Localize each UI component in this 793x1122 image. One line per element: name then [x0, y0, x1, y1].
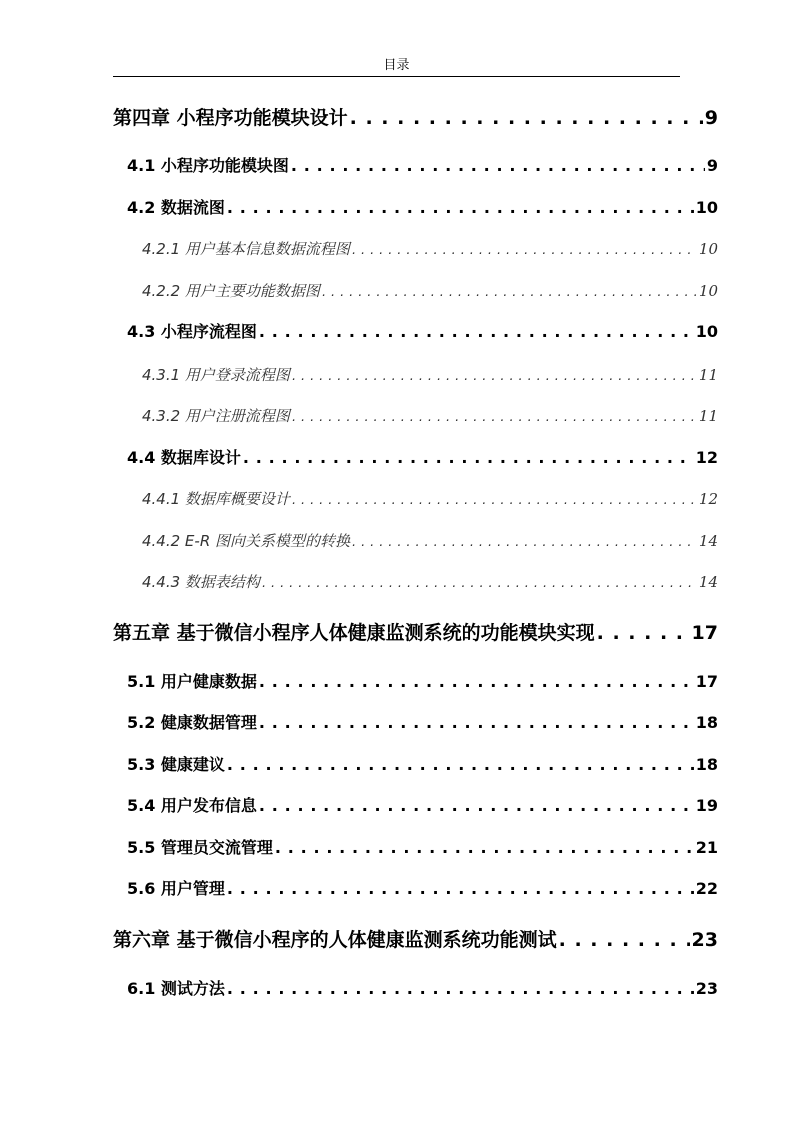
dot-leader: [292, 407, 697, 429]
dot-leader: [322, 282, 697, 304]
dot-leader: [352, 240, 697, 262]
toc-entry-6-1[interactable]: [127, 978, 718, 1000]
toc-entry-page: 10: [698, 282, 718, 300]
toc-entry-4-3-1[interactable]: [142, 364, 718, 388]
dot-leader: [275, 837, 694, 859]
dot-leader: [227, 878, 694, 900]
dot-leader: [259, 321, 694, 343]
toc-entry-page: 23: [695, 979, 718, 998]
toc-entry-page: 22: [695, 879, 718, 898]
toc-entry-page: 11: [698, 366, 718, 384]
toc-entry-page: 23: [691, 929, 718, 951]
toc-entry-4-2[interactable]: [127, 197, 718, 219]
toc-entry-page: 12: [698, 490, 718, 508]
toc-entry-title: 4.4.1 数据库概要设计: [142, 490, 290, 508]
toc-entry-page: 9: [704, 107, 718, 129]
toc-entry-chapter-4[interactable]: [113, 105, 718, 131]
toc-entry-4-3-2[interactable]: [142, 405, 718, 429]
toc-entry-page: 21: [695, 838, 718, 857]
toc-entry-title: 4.3.1 用户登录流程图: [142, 366, 290, 384]
toc-entry-page: 14: [698, 532, 718, 550]
toc-entry-page: 17: [695, 672, 718, 691]
toc-entry-page: 11: [698, 407, 718, 425]
toc-entry-title: 5.3 健康建议: [127, 755, 225, 774]
dot-leader: [292, 366, 697, 388]
dot-leader: [259, 795, 694, 817]
toc-entry-4-2-2[interactable]: [142, 280, 718, 304]
toc-entry-page: 10: [698, 240, 718, 258]
dot-leader: [259, 712, 694, 734]
toc-entry-4-4-2[interactable]: [142, 530, 718, 554]
toc-entry-title: 5.2 健康数据管理: [127, 713, 257, 732]
dot-leader: [259, 671, 694, 693]
toc-entry-4-4[interactable]: [127, 447, 718, 469]
toc-entry-5-5[interactable]: [127, 837, 718, 859]
toc-entry-4-2-1[interactable]: [142, 238, 718, 262]
toc-entry-title: 5.1 用户健康数据: [127, 672, 257, 691]
dot-leader: [292, 490, 697, 512]
dot-leader: [227, 754, 694, 776]
toc-entry-title: 4.3.2 用户注册流程图: [142, 407, 290, 425]
toc-entry-4-4-3[interactable]: [142, 571, 718, 595]
toc-entry-page: 9: [706, 156, 718, 175]
toc-entry-page: 18: [695, 755, 718, 774]
toc-entry-title: 4.2.1 用户基本信息数据流程图: [142, 240, 350, 258]
toc-entry-title: 第六章 基于微信小程序的人体健康监测系统功能测试: [113, 929, 557, 951]
toc-entry-title: 4.4.3 数据表结构: [142, 573, 260, 591]
toc-entry-page: 19: [695, 796, 718, 815]
toc-entry-5-2[interactable]: [127, 712, 718, 734]
toc-entry-page: 14: [698, 573, 718, 591]
toc-entry-5-3[interactable]: [127, 754, 718, 776]
toc-entry-5-4[interactable]: [127, 795, 718, 817]
toc-entry-page: 10: [695, 198, 718, 217]
toc-entry-title: 4.2 数据流图: [127, 198, 225, 217]
toc-entry-page: 17: [691, 622, 718, 644]
dot-leader: [597, 620, 690, 646]
dot-leader: [291, 155, 705, 177]
dot-leader: [227, 197, 694, 219]
toc-entry-title: 第四章 小程序功能模块设计: [113, 107, 348, 129]
toc-entry-5-6[interactable]: [127, 878, 718, 900]
toc-entry-title: 5.4 用户发布信息: [127, 796, 257, 815]
toc-entry-title: 4.1 小程序功能模块图: [127, 156, 289, 175]
toc-entry-chapter-5[interactable]: [113, 620, 718, 646]
toc-entry-page: 12: [695, 448, 718, 467]
toc-entry-4-3[interactable]: [127, 321, 718, 343]
toc-entry-title: 4.3 小程序流程图: [127, 322, 257, 341]
dot-leader: [262, 573, 697, 595]
toc-entry-chapter-6[interactable]: [113, 927, 718, 953]
toc-entry-title: 4.4.2 E-R 图向关系模型的转换: [142, 532, 351, 550]
toc-entry-4-4-1[interactable]: [142, 488, 718, 512]
dot-leader: [352, 532, 697, 554]
toc-entry-title: 4.4 数据库设计: [127, 448, 241, 467]
toc-entry-page: 10: [695, 322, 718, 341]
toc-entry-page: 18: [695, 713, 718, 732]
dot-leader: [559, 927, 690, 953]
dot-leader: [350, 105, 703, 131]
toc-entry-title: 4.2.2 用户主要功能数据图: [142, 282, 320, 300]
toc-entry-title: 5.6 用户管理: [127, 879, 225, 898]
toc-entry-title: 6.1 测试方法: [127, 979, 225, 998]
toc-entry-title: 第五章 基于微信小程序人体健康监测系统的功能模块实现: [113, 622, 595, 644]
dot-leader: [243, 447, 694, 469]
running-header: 目录: [383, 58, 410, 73]
toc-entry-title: 5.5 管理员交流管理: [127, 838, 273, 857]
dot-leader: [227, 978, 694, 1000]
toc-entry-5-1[interactable]: [127, 671, 718, 693]
toc-entry-4-1[interactable]: [127, 155, 718, 177]
